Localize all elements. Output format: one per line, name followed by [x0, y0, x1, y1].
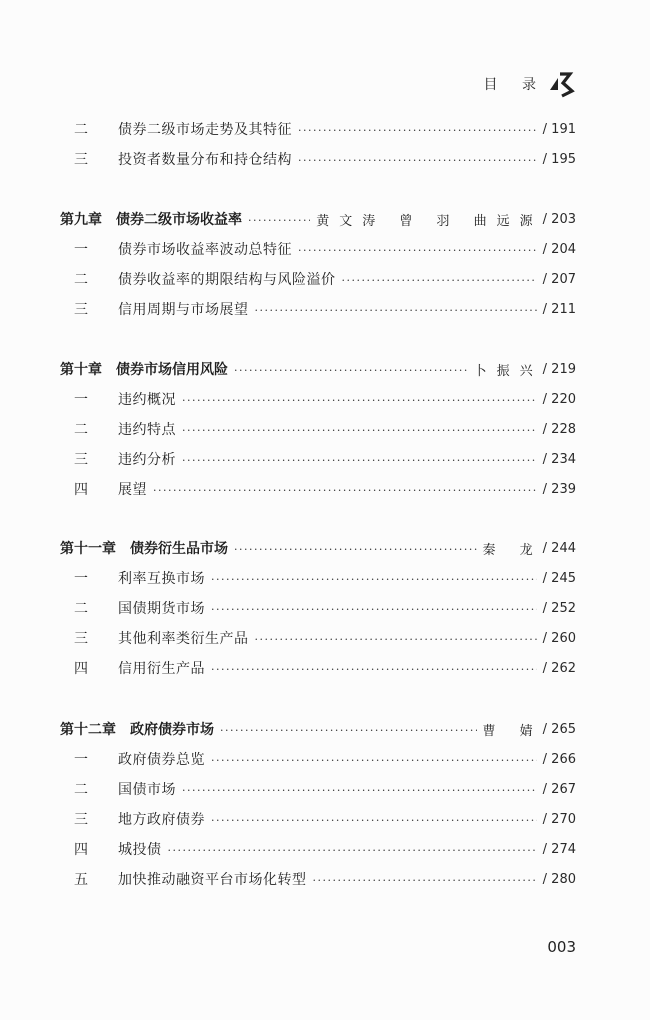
chapter-title: 债券衍生品市场	[130, 541, 228, 557]
toc-page-number: / 239	[542, 481, 576, 497]
toc-page-number: / 211	[542, 301, 576, 317]
page-number: 003	[547, 938, 576, 956]
section-title: 政府债券总览	[118, 752, 205, 768]
toc-page-number: / 220	[542, 391, 576, 407]
chapter-number: 第九章	[60, 212, 102, 228]
dot-leader	[255, 633, 537, 646]
chapter-title: 政府债券市场	[130, 722, 214, 738]
dot-leader	[313, 874, 537, 887]
section-title: 违约特点	[118, 422, 176, 438]
section-number: 五	[74, 872, 88, 888]
section-title: 城投债	[118, 842, 162, 858]
page-header	[484, 70, 576, 98]
book-logo-icon	[546, 70, 576, 98]
section-title: 利率互换市场	[118, 571, 205, 587]
section-title: 其他利率类衍生产品	[118, 631, 249, 647]
section-title: 债券市场收益率波动总特征	[118, 242, 292, 258]
dot-leader	[298, 154, 537, 167]
toc-page-number: / 267	[542, 781, 576, 797]
toc-section-row[interactable]	[60, 744, 576, 774]
chapter-number: 第十二章	[60, 722, 116, 738]
section-number: 四	[74, 661, 88, 677]
section-title: 展望	[118, 482, 147, 498]
section-title: 信用周期与市场展望	[118, 302, 249, 318]
section-title: 地方政府债券	[118, 812, 205, 828]
dot-leader	[211, 573, 537, 586]
dot-leader	[298, 124, 537, 137]
header-title: 目 录	[483, 77, 546, 93]
toc-section-row[interactable]	[60, 653, 576, 683]
section-number: 二	[74, 122, 88, 138]
section-title: 国债市场	[118, 782, 176, 798]
section-number: 三	[74, 812, 88, 828]
toc-page-number: / 280	[542, 871, 576, 887]
toc-chapter-row[interactable]	[60, 533, 576, 563]
section-number: 三	[74, 452, 88, 468]
section-number: 一	[74, 571, 88, 587]
section-number: 二	[74, 782, 88, 798]
chapter-number: 第十章	[60, 362, 102, 378]
toc-page-number: / 274	[542, 841, 576, 857]
section-number: 三	[74, 631, 88, 647]
dot-leader	[211, 663, 537, 676]
toc-section-row[interactable]	[60, 264, 576, 294]
toc-chapter-row[interactable]	[60, 204, 576, 234]
toc-section-row[interactable]	[60, 294, 576, 324]
section-title: 违约概况	[118, 392, 176, 408]
section-number: 二	[74, 272, 88, 288]
dot-leader	[182, 454, 537, 467]
section-title: 债券收益率的期限结构与风险溢价	[118, 272, 336, 288]
toc-page-number: / 266	[542, 751, 576, 767]
toc-section-row[interactable]	[60, 804, 576, 834]
toc-page-number: / 245	[542, 570, 576, 586]
toc-page-number: / 228	[542, 421, 576, 437]
toc-page-number: / 262	[542, 660, 576, 676]
toc-page-number: / 195	[542, 151, 576, 167]
section-title: 投资者数量分布和持仓结构	[118, 152, 292, 168]
toc-chapter-row[interactable]	[60, 354, 576, 384]
toc-section-row[interactable]	[60, 774, 576, 804]
section-number: 四	[74, 482, 88, 498]
toc-section-row[interactable]	[60, 623, 576, 653]
toc-page-number: / 265	[542, 721, 576, 737]
dot-leader	[211, 814, 537, 827]
chapter-author: 卜振兴	[473, 363, 543, 379]
toc-section-row[interactable]	[60, 563, 576, 593]
section-title: 违约分析	[118, 452, 176, 468]
dot-leader	[220, 724, 477, 737]
section-number: 一	[74, 242, 88, 258]
chapter-author: 秦 龙	[482, 542, 543, 558]
toc-page-number: / 207	[542, 271, 576, 287]
dot-leader	[182, 784, 537, 797]
section-title: 债券二级市场走势及其特征	[118, 122, 292, 138]
dot-leader	[255, 304, 537, 317]
toc-section-row[interactable]	[60, 114, 576, 144]
toc-page-number: / 270	[542, 811, 576, 827]
dot-leader	[168, 844, 537, 857]
toc-section-row[interactable]	[60, 414, 576, 444]
toc-section-row[interactable]	[60, 474, 576, 504]
chapter-title: 债券市场信用风险	[116, 362, 228, 378]
section-number: 一	[74, 752, 88, 768]
toc-section-row[interactable]	[60, 864, 576, 894]
toc-page-number: / 191	[542, 121, 576, 137]
dot-leader	[248, 214, 310, 227]
chapter-author: 黄文涛 曾 羽 曲远源	[316, 213, 543, 229]
toc-page-number: / 252	[542, 600, 576, 616]
toc-page-number: / 219	[542, 361, 576, 377]
toc-page-number: / 204	[542, 241, 576, 257]
section-number: 三	[74, 152, 88, 168]
dot-leader	[342, 274, 537, 287]
dot-leader	[153, 484, 537, 497]
toc-section-row[interactable]	[60, 593, 576, 623]
toc-section-row[interactable]	[60, 834, 576, 864]
chapter-number: 第十一章	[60, 541, 116, 557]
dot-leader	[298, 244, 537, 257]
section-number: 二	[74, 422, 88, 438]
section-title: 国债期货市场	[118, 601, 205, 617]
toc-section-row[interactable]	[60, 444, 576, 474]
chapter-author: 曹 婧	[482, 723, 543, 739]
chapter-title: 债券二级市场收益率	[116, 212, 242, 228]
section-number: 三	[74, 302, 88, 318]
toc-section-row[interactable]	[60, 144, 576, 174]
toc-page-number: / 260	[542, 630, 576, 646]
dot-leader	[182, 424, 537, 437]
section-number: 一	[74, 392, 88, 408]
toc-chapter-row[interactable]	[60, 714, 576, 744]
dot-leader	[182, 394, 537, 407]
dot-leader	[234, 543, 477, 556]
section-title: 加快推动融资平台市场化转型	[118, 872, 307, 888]
dot-leader	[234, 364, 468, 377]
dot-leader	[211, 754, 537, 767]
toc-page-number: / 244	[542, 540, 576, 556]
section-number: 四	[74, 842, 88, 858]
toc-section-row[interactable]	[60, 384, 576, 414]
section-title: 信用衍生产品	[118, 661, 205, 677]
toc-section-row[interactable]	[60, 234, 576, 264]
toc-page-number: / 203	[542, 211, 576, 227]
section-number: 二	[74, 601, 88, 617]
dot-leader	[211, 603, 537, 616]
toc-page-number: / 234	[542, 451, 576, 467]
